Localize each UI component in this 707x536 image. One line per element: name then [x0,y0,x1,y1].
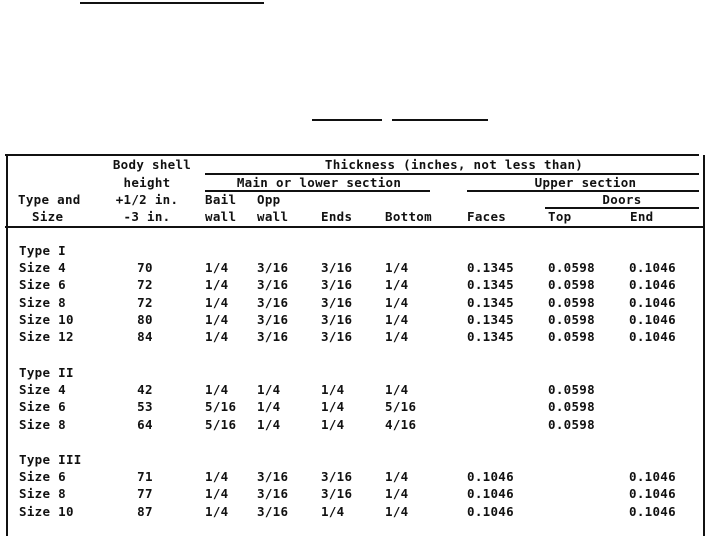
table-cell-ends: 3/16 [321,260,353,276]
table-cell-height: 71 [137,469,153,485]
table-cell-end: 0.1046 [629,329,676,344]
table-cell-opp: 3/16 [257,260,289,276]
table-cell-ends: 3/16 [321,277,353,293]
table-cell-height: 72 [137,277,153,293]
header-doors: Doors [602,192,642,207]
table-cell-bail: 1/4 [205,469,229,485]
table-cell-bottom: 1/4 [385,260,409,276]
header-main-lower: Main or lower section [236,175,402,190]
top-left-underline [80,2,264,4]
header-ends: Ends [321,209,353,224]
upper-rule [467,190,699,192]
table-cell-size: Size 6 [19,277,66,293]
header-thickness: Thickness (inches, not less than) [324,157,584,172]
table-cell-ends: 1/4 [321,416,345,432]
table-cell-bail: 1/4 [205,311,229,327]
table-cell-ends: 1/4 [321,503,345,519]
header-type-size-2: Size [32,209,64,224]
table-cell-bail: 5/16 [205,399,237,415]
table-cell-bottom: 1/4 [385,469,409,485]
table-cell-height: 87 [137,503,153,519]
table-cell-opp: 3/16 [257,311,289,327]
table-cell-bottom: 5/16 [385,399,417,415]
table-cell-top: 0.0598 [548,311,595,327]
table-cell-bail: 5/16 [205,416,237,432]
table-cell-opp: 3/16 [257,277,289,293]
table-cell-top: 0.0598 [548,399,595,415]
table-cell-faces: 0.1345 [467,260,514,276]
table-cell-size: Size 6 [19,399,66,415]
table-cell-end: 0.1046 [629,311,676,327]
table-cell-end: 0.1046 [629,260,676,276]
table-cell-height: 80 [137,311,153,327]
header-opp-1: Opp [257,192,281,207]
header-body-shell-4: -3 in. [123,209,171,224]
table-cell-faces: 0.1046 [467,503,514,519]
table-cell-bottom: 1/4 [385,329,409,344]
table-cell-size: Size 8 [19,294,66,310]
table-cell-bottom: 4/16 [385,416,417,432]
table-cell-opp: 1/4 [257,399,281,415]
table-cell-end: 0.1046 [629,503,676,519]
table-cell-size: Size 10 [19,311,74,327]
table-cell-ends: 1/4 [321,382,345,398]
table-cell-height: 53 [137,399,153,415]
table-cell-size: Size 4 [19,382,66,398]
table-cell-opp: 3/16 [257,329,289,344]
table-cell-ends: 1/4 [321,399,345,415]
header-bail-2: wall [205,209,237,224]
table-cell-bail: 1/4 [205,260,229,276]
group-label: Type II [19,365,74,380]
table-top-border [5,154,699,156]
table-cell-size: Size 8 [19,416,66,432]
table-cell-ends: 3/16 [321,329,353,344]
table-cell-height: 70 [137,260,153,276]
table-cell-size: Size 6 [19,469,66,485]
table-right-border [703,155,705,536]
table-cell-top: 0.0598 [548,260,595,276]
table-cell-top: 0.0598 [548,329,595,344]
table-cell-bottom: 1/4 [385,311,409,327]
table-cell-end: 0.1046 [629,469,676,485]
table-cell-size: Size 10 [19,503,74,519]
table-cell-bail: 1/4 [205,277,229,293]
table-cell-bottom: 1/4 [385,277,409,293]
header-upper: Upper section [534,175,637,190]
table-cell-end: 0.1046 [629,294,676,310]
table-cell-top: 0.0598 [548,416,595,432]
header-type-size-1: Type and [18,192,81,207]
table-cell-bail: 1/4 [205,294,229,310]
title-underline-2 [392,119,488,121]
table-cell-height: 77 [137,486,153,502]
table-cell-opp: 3/16 [257,503,289,519]
table-cell-size: Size 12 [19,329,74,344]
table-cell-faces: 0.1345 [467,329,514,344]
table-cell-height: 84 [137,329,153,344]
table-cell-ends: 3/16 [321,294,353,310]
table-cell-faces: 0.1345 [467,294,514,310]
header-end: End [630,209,654,224]
table-cell-top: 0.0598 [548,277,595,293]
table-cell-opp: 3/16 [257,469,289,485]
table-cell-ends: 3/16 [321,311,353,327]
header-body-shell-2: height [123,175,171,190]
table-cell-bottom: 1/4 [385,382,409,398]
table-cell-ends: 3/16 [321,486,353,502]
table-cell-bail: 1/4 [205,382,229,398]
table-left-border [6,155,8,536]
header-bottom-rule [5,226,703,228]
table-cell-opp: 1/4 [257,416,281,432]
table-cell-opp: 3/16 [257,294,289,310]
table-cell-height: 72 [137,294,153,310]
header-body-shell-1: Body shell [112,157,192,172]
table-cell-opp: 1/4 [257,382,281,398]
group-label: Type III [19,452,82,467]
header-bail-1: Bail [205,192,237,207]
table-cell-end: 0.1046 [629,277,676,293]
table-cell-end: 0.1046 [629,486,676,502]
group-label: Type I [19,243,66,258]
table-cell-bottom: 1/4 [385,503,409,519]
table-cell-bail: 1/4 [205,486,229,502]
table-cell-faces: 0.1345 [467,277,514,293]
main-lower-rule [205,190,430,192]
table-cell-opp: 3/16 [257,486,289,502]
header-bottom: Bottom [385,209,432,224]
table-cell-faces: 0.1046 [467,469,514,485]
table-cell-ends: 3/16 [321,469,353,485]
table-cell-height: 42 [137,382,153,398]
header-body-shell-3: +1/2 in. [115,192,179,207]
table-cell-height: 64 [137,416,153,432]
header-top: Top [548,209,572,224]
table-cell-faces: 0.1046 [467,486,514,502]
header-opp-2: wall [257,209,289,224]
table-cell-bottom: 1/4 [385,294,409,310]
table-cell-bail: 1/4 [205,503,229,519]
table-cell-top: 0.0598 [548,294,595,310]
header-faces: Faces [467,209,507,224]
table-cell-size: Size 4 [19,260,66,276]
table-cell-size: Size 8 [19,486,66,502]
table-cell-top: 0.0598 [548,382,595,398]
table-cell-bottom: 1/4 [385,486,409,502]
table-cell-faces: 0.1345 [467,311,514,327]
table-cell-bail: 1/4 [205,329,229,344]
title-underline-1 [312,119,382,121]
